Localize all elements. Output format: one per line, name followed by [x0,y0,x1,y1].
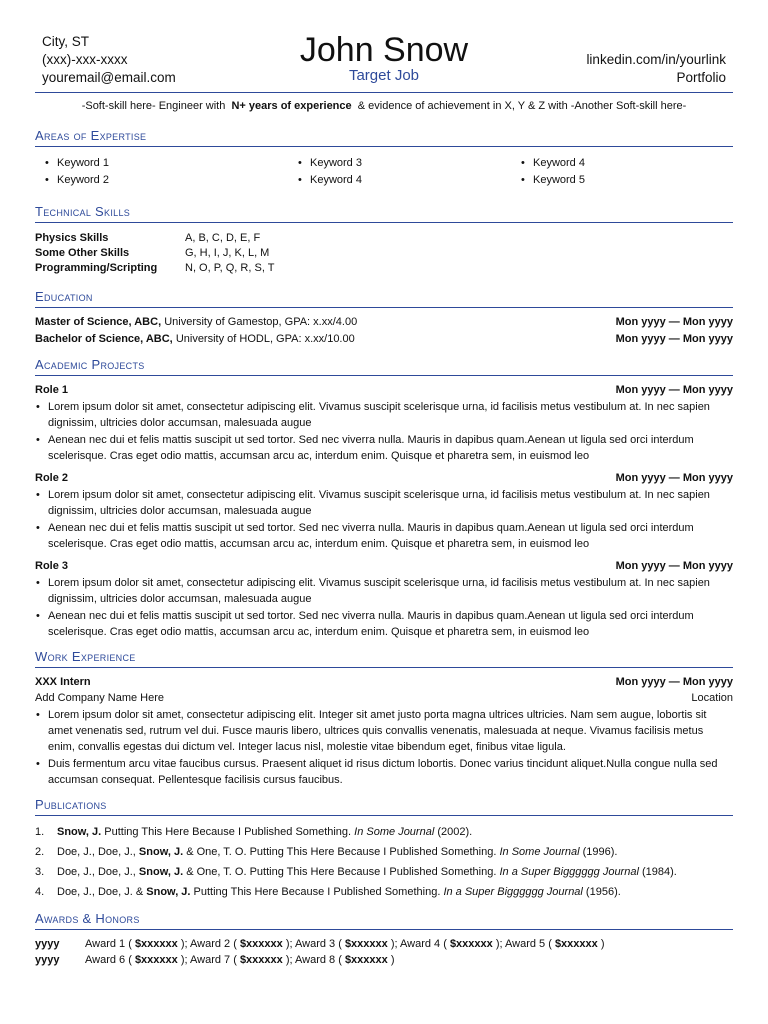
contact-city: City, ST [42,34,89,49]
role-date: Mon yyyy — Mon yyyy [615,560,733,572]
bullet-item: • Lorem ipsum dolor sit amet, consectetur adipiscing elit. Integer sit amet justo porta magna ultrices ultricies. Nam sem augue, lobortis sit amet venenatis sed, rutrum vel dui. Fusce mauris libero, ultrices quis convallis venenatis, malesuada at neque. Vivamus facilisis metus enim, convallis egestas dui dictum vel. Integer lacus nisl, molestie vitae bibendum eget, finibus vitae ligula. [48,707,733,755]
projects-title: Academic Projects [35,356,733,376]
resume-page [35,28,733,968]
publication-item: 4. Doe, J., Doe, J. & Snow, J. Putting This Here Because I Published Something. In a Super Bigggggg Journal (1956). [35,886,621,898]
education-title: Education [35,288,733,308]
role-title: Role 1 [35,384,69,396]
skill-values: G, H, I, J, K, L, M [185,247,270,259]
keyword-item: • Keyword 4 [533,155,733,172]
bullet-item: • Aenean nec dui et felis mattis suscipit ut sed tortor. Sed nec viverra nulla. Mauris in dapibus quam.Aenean ut ligula sed orci interdum scelerisque. Cras eget odio mattis, accumsan arcu ac, interdum enim. Quisque et pharetra sem, in euismod leo [48,608,733,640]
links-info [586,51,726,87]
summary-pre: -Soft-skill here- Engineer with [81,100,226,112]
degree-date: Mon yyyy — Mon yyyy [615,333,733,345]
skills-title: Technical Skills [35,203,733,223]
bullet-item: • Aenean nec dui et felis mattis suscipit ut sed tortor. Sed nec viverra nulla. Mauris in dapibus quam.Aenean ut ligula sed orci interdum scelerisque. Cras eget odio mattis, accumsan arcu ac, interdum enim. Quisque et pharetra sem, in euismod leo [48,520,733,552]
project-role [35,382,733,464]
bullet-item: • Lorem ipsum dolor sit amet, consectetur adipiscing elit. Vivamus suscipit scelerisque urna, id facilisis metus vestibulum at. In nec sapien dignissim, ultricies dolor accumsan, malesuada augue [48,399,733,431]
bullet-item: • Aenean nec dui et felis mattis suscipit ut sed tortor. Sed nec viverra nulla. Mauris in dapibus quam.Aenean ut ligula sed orci interdum scelerisque. Cras eget odio mattis, accumsan arcu ac, interdum enim. Quisque et pharetra sem, in euismod leo [48,432,733,464]
awards-title: Awards & Honors [35,910,733,930]
work-title: Work Experience [35,648,733,668]
skill-values: A, B, C, D, E, F [185,232,261,244]
publications-title: Publications [35,796,733,816]
education-row [35,314,733,331]
skill-row [35,246,733,261]
skill-category: Some Other Skills [35,247,130,259]
keyword-item: • Keyword 5 [533,172,733,189]
summary-bold: N+ years of experience [231,100,352,112]
job-bullets [35,707,733,788]
degree-name: Master of Science, ABC, [35,316,162,328]
award-items: Award 1 ( $xxxxxx ); Award 2 ( $xxxxxx ); Award 3 ( $xxxxxx ); Award 4 ( $xxxxxx ); Award 5 ( $xxxxxx ) [85,938,605,950]
keyword-column [511,155,733,189]
degree-date: Mon yyyy — Mon yyyy [615,316,733,328]
summary-line [35,93,733,121]
award-year: yyyy [35,938,60,950]
role-title: Role 3 [35,560,69,572]
skill-row [35,261,733,276]
education-row [35,331,733,348]
summary-post: & evidence of achievement in X, Y & Z with -Another Soft-skill here- [357,100,687,112]
resume-header [35,28,733,92]
portfolio-link[interactable]: Portfolio [676,70,726,85]
company-name: Add Company Name Here [35,692,165,704]
project-role [35,558,733,640]
job-location: Location [691,692,733,704]
job-date: Mon yyyy — Mon yyyy [615,676,733,688]
degree-detail: University of HODL, GPA: x.xx/10.00 [175,333,355,345]
awards-list [35,930,733,968]
projects-list [35,382,733,640]
role-date: Mon yyyy — Mon yyyy [615,384,733,396]
skills-table [35,223,733,282]
degree-name: Bachelor of Science, ABC, [35,333,173,345]
expertise-keywords [35,147,733,197]
award-items: Award 6 ( $xxxxxx ); Award 7 ( $xxxxxx ); Award 8 ( $xxxxxx ) [85,954,395,966]
education-list [35,308,733,350]
role-bullets [35,399,733,464]
keyword-item: • Keyword 4 [310,172,511,189]
award-row [35,936,733,952]
candidate-name: John Snow [299,31,469,69]
keyword-column [35,155,288,189]
project-role [35,470,733,552]
publication-item: 2. Doe, J., Doe, J., Snow, J. & One, T. O. Putting This Here Because I Published Something. In Some Journal (1996). [35,846,618,858]
skill-category: Physics Skills [35,232,109,244]
keyword-item: • Keyword 2 [57,172,288,189]
award-year: yyyy [35,954,60,966]
degree-detail: University of Gamestop, GPA: x.xx/4.00 [164,316,358,328]
job-title: XXX Intern [35,676,91,688]
publication-item: 3. Doe, J., Doe, J., Snow, J. & One, T. O. Putting This Here Because I Published Something. In a Super Bigggggg Journal (1984). [35,866,677,878]
keyword-column [288,155,511,189]
role-bullets [35,487,733,552]
publication-item: 1. Snow, J. Putting This Here Because I Published Something. In Some Journal (2002). [35,826,473,838]
linkedin-link[interactable]: linkedin.com/in/yourlink [586,52,726,67]
bullet-item: • Lorem ipsum dolor sit amet, consectetur adipiscing elit. Vivamus suscipit scelerisque urna, id facilisis metus vestibulum at. In nec sapien dignissim, ultricies dolor accumsan, malesuada augue [48,575,733,607]
keyword-item: • Keyword 3 [310,155,511,172]
work-entry [35,674,733,788]
role-title: Role 2 [35,472,69,484]
expertise-title: Areas of Expertise [35,127,733,147]
contact-phone: (xxx)-xxx-xxxx [42,52,128,67]
target-job: Target Job [348,67,420,84]
role-date: Mon yyyy — Mon yyyy [615,472,733,484]
contact-email[interactable]: youremail@email.com [42,70,176,85]
bullet-item: • Lorem ipsum dolor sit amet, consectetur adipiscing elit. Vivamus suscipit scelerisque urna, id facilisis metus vestibulum at. In nec sapien dignissim, ultricies dolor accumsan, malesuada augue [48,487,733,519]
skill-category: Programming/Scripting [35,262,158,274]
bullet-item: • Duis fermentum arcu vitae faucibus cursus. Praesent aliquet id risus dictum lobortis. Donec varius tincidunt aliquet.Nulla congue nulla sed accumsan consequat. Pellentesque facilisis cursus faucibus. [48,756,733,788]
publications-list [35,816,733,904]
keyword-item: • Keyword 1 [57,155,288,172]
role-bullets [35,575,733,640]
skill-row [35,231,733,246]
skill-values: N, O, P, Q, R, S, T [185,262,275,274]
award-row [35,952,733,968]
